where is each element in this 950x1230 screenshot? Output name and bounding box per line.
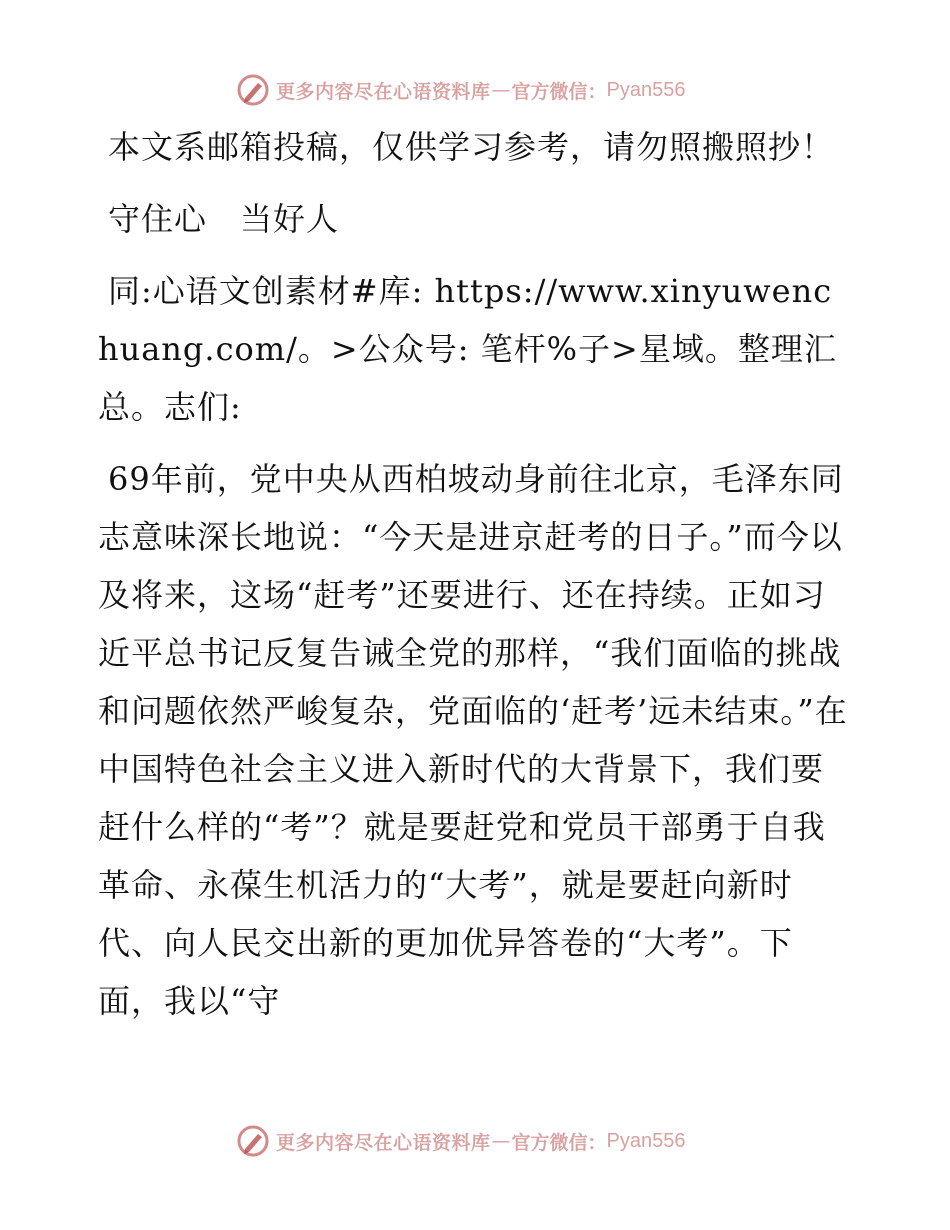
speech-title: 守住心 当好人 (108, 200, 340, 238)
greeting-paragraph: 同:心语文创素材#库: https://www.xinyuwenchuang.com/。>公众号: 笔杆%子>星域。整理汇总。志们: (98, 272, 837, 426)
watermark-wechat-label: 官方微信： (511, 1131, 607, 1154)
watermark-text: 更多内容尽在心语资料库 (276, 80, 491, 103)
pen-logo-icon (236, 73, 270, 107)
footer-watermark (236, 1124, 686, 1158)
watermark-text: 更多内容尽在心语资料库 (276, 1131, 491, 1154)
header-watermark (236, 73, 686, 107)
watermark-dash: — (491, 1130, 511, 1152)
document-body (98, 118, 850, 1030)
watermark-wechat-label: 官方微信： (511, 80, 607, 103)
body-paragraph: 69年前，党中央从西柏坡动身前往北京，毛泽东同志意味深长地说：“今天是进京赶考的日子。”而今以及将来，这场“赶考”还要进行、还在持续。正如习近平总书记反复告诫全党的那样，“我们面临的挑战和问题依然严峻复杂，党面临的‘赶考’远未结束。”在中国特色社会主义进入新时代的大背景下，我们要赶什么样的“考”？就是要赶党和党员干部勇于自我革命、永葆生机活力的“大考”，就是要赶向新时代、向人民交出新的更加优异答卷的“大考”。下面，我以“守 (98, 460, 848, 1020)
watermark-wechat-id: Pyan556 (606, 78, 686, 101)
pen-logo-icon (236, 1124, 270, 1158)
notice-paragraph: 本文系邮箱投稿，仅供学习参考，请勿照搬照抄！ (108, 128, 835, 166)
watermark-dash: — (491, 79, 511, 101)
watermark-wechat-id: Pyan556 (606, 1129, 686, 1152)
